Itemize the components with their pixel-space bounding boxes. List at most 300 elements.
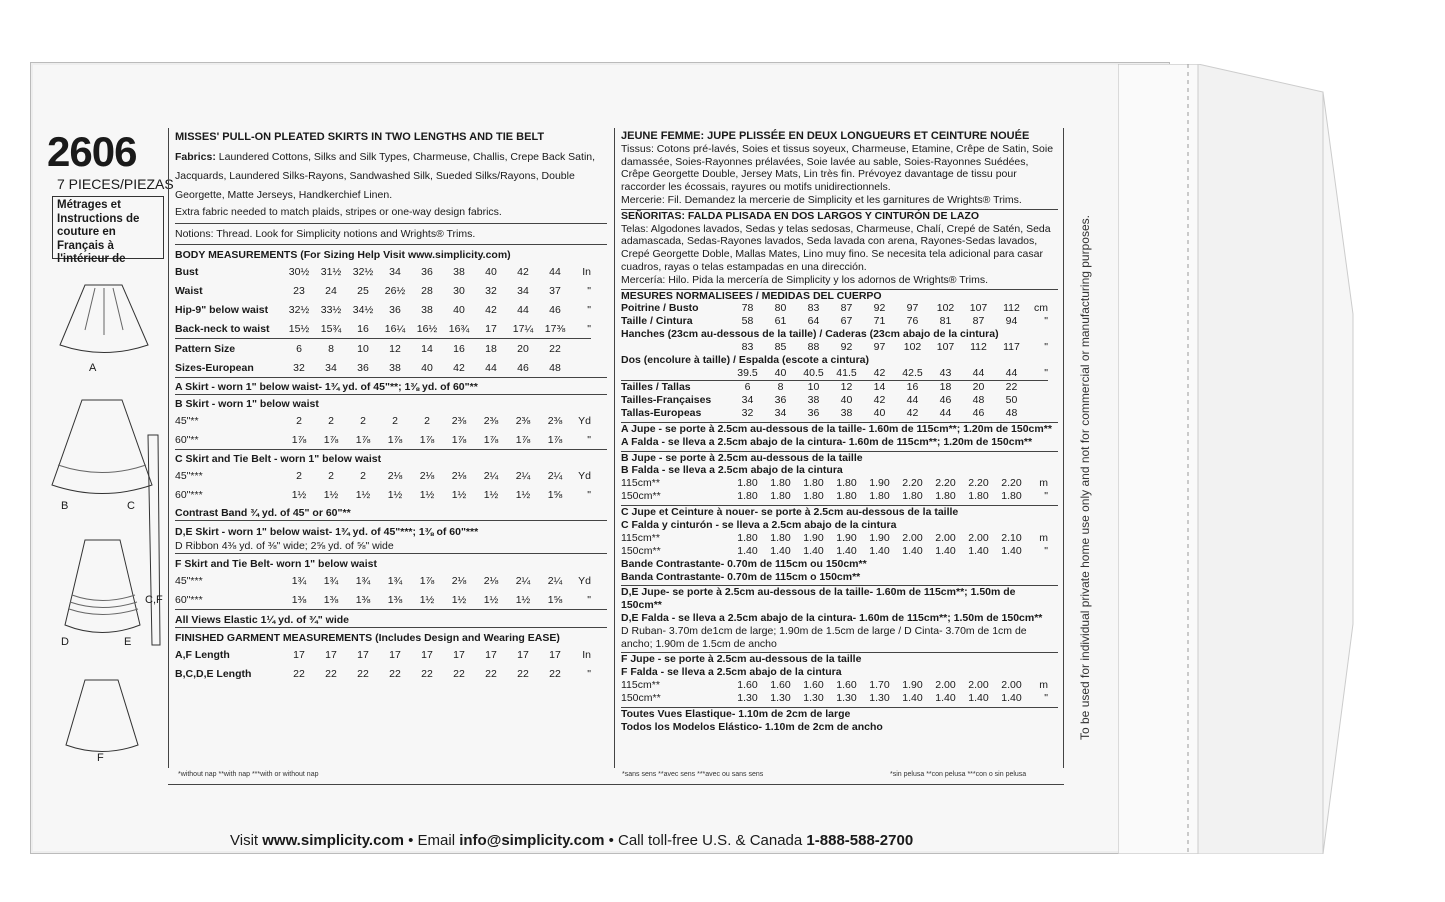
table-cell: 16 — [453, 342, 465, 355]
row-label: Back-neck to waist — [175, 322, 270, 335]
table-cell: 32½ — [352, 265, 374, 278]
table-cell: 1⅞ — [483, 433, 499, 446]
table-row — [621, 545, 1048, 558]
table-cell: 42 — [873, 367, 886, 380]
row-label — [621, 341, 731, 354]
table-cell: 22 — [421, 667, 433, 680]
table-cell: 2⅛ — [387, 469, 403, 482]
table-cell: 1.60 — [803, 679, 824, 691]
table-cell: 1.90 — [902, 679, 923, 691]
table-cell: 80 — [774, 302, 787, 315]
table-row — [175, 358, 591, 377]
row-label: 115cm** — [621, 679, 660, 691]
website-link[interactable]: www.simplicity.com — [262, 832, 404, 849]
table-cell: 107 — [936, 341, 955, 354]
unit-cell: Yd — [578, 469, 591, 482]
envelope-flap — [1118, 64, 1418, 854]
table-cell: 20 — [972, 381, 985, 394]
size-table — [175, 338, 591, 377]
mesures-table — [621, 302, 1048, 328]
table-cell: 1½ — [291, 488, 307, 501]
table-cell: 102 — [936, 302, 955, 315]
table-cell: 38 — [421, 303, 433, 316]
table-cell: 92 — [840, 341, 853, 354]
table-cell: 17 — [293, 648, 305, 661]
a-jupe: A Jupe - se porte à 2.5cm au-dessous de la taille- 1.60m de 115cm**; 1.20m de 150cm** — [621, 422, 1058, 436]
de-skirt-yardage: D,E Skirt - worn 1" below waist- 1¾ yd. of 45"***; 1⅜ of 60"*** — [175, 520, 607, 539]
table-cell: 40.5 — [803, 367, 824, 380]
c-metric-table — [621, 532, 1048, 558]
table-cell: 1.80 — [803, 477, 824, 490]
table-cell: 22 — [517, 667, 529, 680]
table-cell: 25 — [357, 284, 369, 297]
table-cell: 112 — [970, 341, 987, 354]
dos-table — [621, 367, 1048, 380]
c-skirt-title: C Skirt and Tie Belt - worn 1" below waist — [175, 449, 607, 466]
table-cell: 87 — [840, 302, 853, 315]
table-cell: 1⅞ — [323, 433, 339, 446]
row-label: Hip-9" below waist — [175, 303, 269, 316]
table-cell: 46 — [549, 303, 561, 316]
table-cell: 38 — [453, 265, 465, 278]
table-cell: 34 — [741, 394, 754, 407]
de-jupe: D,E Jupe- se porte à 2.5cm au-dessous de la taille- 1.60m de 115cm**; 1.50m de 150cm** — [621, 585, 1058, 612]
todos-modelos: Todos los Modelos Elástico- 1.10m de 2cm de ancho — [621, 720, 883, 733]
tailles-table — [621, 380, 1048, 420]
table-cell: 1.30 — [836, 692, 857, 704]
view-label-a: A — [89, 362, 97, 374]
table-row — [621, 302, 1048, 315]
spanish-title: SEÑORITAS: FALDA PLISADA EN DOS LARGOS Y CINTURÓN DE LAZO — [621, 209, 1058, 223]
unit-cell — [1028, 407, 1048, 420]
table-cell: 2 — [296, 414, 302, 427]
table-cell: 2.00 — [968, 531, 989, 544]
table-cell: 20 — [517, 342, 529, 355]
table-cell: 39.5 — [737, 367, 758, 380]
table-row — [175, 430, 591, 449]
table-cell: 42 — [517, 265, 529, 278]
table-cell: 1¾ — [387, 574, 403, 587]
footer-rule — [168, 784, 1064, 785]
french-instructions-box: Métrages et Instructions de couture en Français à l'intérieur de — [52, 196, 164, 259]
table-cell: 8 — [328, 342, 334, 355]
table-cell: 2⅜ — [483, 414, 499, 427]
table-cell: 92 — [873, 302, 886, 315]
notes-es: *sin pelusa **con pelusa ***con o sin pelusa — [890, 771, 1027, 778]
table-cell: 40 — [840, 394, 853, 407]
table-row — [175, 645, 591, 664]
unit-cell: cm — [1034, 302, 1048, 315]
table-cell: 16 — [357, 322, 369, 335]
table-cell: 1.40 — [902, 692, 923, 704]
table-cell: 17 — [421, 648, 433, 661]
table-cell: 1⅜ — [291, 593, 307, 606]
table-cell: 2 — [424, 414, 430, 427]
table-cell: 85 — [774, 341, 787, 354]
table-cell: 1.80 — [836, 490, 857, 503]
table-cell: 48 — [972, 394, 985, 407]
table-cell: 44 — [972, 367, 985, 380]
table-cell: 1.90 — [836, 531, 857, 544]
table-row — [175, 262, 591, 281]
table-cell: 1½ — [451, 488, 467, 501]
table-cell: 22 — [357, 667, 369, 680]
table-cell: 36 — [389, 303, 401, 316]
table-row — [175, 466, 591, 485]
table-cell: 44 — [485, 361, 497, 374]
notions: Notions: Thread. Look for Simplicity notions and Wrights® Trims. — [175, 223, 607, 241]
row-label: Tallas-Europeas — [621, 407, 702, 420]
footer-contact: Visit www.simplicity.com • Email info@simplicity.com • Call toll-free U.S. & Canada 1-888-588-2700 — [230, 832, 914, 849]
unit-cell: " — [1044, 341, 1048, 354]
unit-cell: In — [582, 265, 591, 278]
bande: Bande Contrastante- 0.70m de 115cm ou 150cm** — [621, 557, 867, 570]
table-cell: 32 — [741, 407, 754, 420]
english-column: MISSES' PULL-ON PLEATED SKIRTS IN TWO LENGTHS AND TIE BELT Fabrics: Laundered Cottons, Silks and Silk Types, Charmeuse, Challis, Crepe Back Satin, Jacquards, Laundered Silks-Rayons, Sandwashed Silk, Sueded Silks/Rayons, Double Georgette, Matte Jerseys, Handkerchief Linen. Extra fabric needed to match plaids, stripes or one-way design fabrics. Notions: Thread. Look for Simplicity notions and Wrights® Trims. BODY MEASUREMENTS (For Sizing Help Visit www.simplicity.com) Bust 30½ 31½ 32½ 34 36 38 40 42 44 In Waist 23 24 25 26½ 28 30 32 34 37 " Hip-9" below waist 32½ 33½ 34½ 36 38 40 42 44 46 " Back-neck to waist 15½ 15¾ 16 16¼ 16½ 16¾ 17 17¼ 17⅜ " Pattern Size 6 8 10 12 14 16 18 20 22 Sizes-European 32 34 36 38 40 42 44 46 48 A Skirt - worn 1" below waist- 1¾ yd. of 45"**; 1⅜ yd. of 60"** B Skirt - worn 1" below waist 45"** 2 2 2 2 2 2⅜ 2⅜ 2⅜ 2⅜ Yd 60"** 1⅞ 1⅞ 1⅞ 1⅞ 1⅞ 1⅞ 1⅞ 1⅞ 1⅞ " C Skirt and Tie Belt - worn 1" below waist 45"*** 2 2 2 2⅛ 2⅛ 2⅛ 2¼ 2¼ 2¼ Yd 60"*** 1½ 1½ 1½ 1½ 1½ 1½ 1½ 1½ 1⅝ " Contrast Band ¾ yd. of 45" or 60"** D,E Skirt - worn 1" below waist- 1¾ yd. of 45"***; 1⅜ of 60"*** D Ribbon 4⅜ yd. of ⅜" wide; 2⅝ yd. of ⅝" wide F Skirt and Tie Belt- worn 1" below waist 45"*** 1¾ 1¾ 1¾ 1¾ 1⅞ 2⅛ 2⅛ 2¼ 2¼ Yd 60"*** 1⅜ 1⅜ 1⅜ 1⅜ 1½ 1½ 1½ 1½ 1⅝ " All Views Elastic 1¼ yd. of ¾" wide FINISHED GARMENT MEASUREMENTS (Includes Design and Wearing EASE) A,F Length 17 17 17 17 17 17 17 17 17 In B,C,D,E Length 22 22 22 22 22 22 22 22 22 " — [175, 130, 607, 683]
table-cell: 2.00 — [1001, 679, 1022, 691]
pattern-number: 2606 — [47, 128, 137, 175]
table-cell: 1.40 — [737, 544, 758, 557]
table-cell: 2 — [360, 414, 366, 427]
row-label: 60"*** — [175, 488, 203, 501]
table-cell: 40 — [453, 303, 465, 316]
unit-cell: " — [587, 667, 591, 680]
table-cell: 1½ — [355, 488, 371, 501]
table-row — [621, 407, 1048, 420]
view-label-cf: C,F — [145, 594, 163, 606]
unit-cell: m — [1039, 477, 1048, 490]
table-cell: 32 — [293, 361, 305, 374]
table-row — [175, 281, 591, 300]
table-cell: 117 — [1003, 341, 1020, 354]
row-label: Tailles-Françaises — [621, 394, 712, 407]
table-cell: 17 — [325, 648, 337, 661]
table-row — [175, 319, 591, 338]
table-cell: 2⅛ — [419, 469, 435, 482]
table-cell: 1.40 — [935, 544, 956, 557]
row-label: 150cm** — [621, 692, 661, 704]
table-cell: 43 — [939, 367, 952, 380]
row-label: 60"** — [175, 433, 199, 446]
table-cell: 1¾ — [291, 574, 307, 587]
unit-cell — [571, 358, 591, 377]
body-measurements-table — [175, 262, 591, 338]
table-cell: 1⅞ — [387, 433, 403, 446]
unit-cell: " — [587, 488, 591, 501]
unit-cell: " — [1044, 692, 1048, 704]
f-skirt-table — [175, 571, 591, 609]
table-cell: 22 — [389, 667, 401, 680]
table-row — [175, 300, 591, 319]
unit-cell: Yd — [578, 574, 591, 587]
unit-cell: " — [587, 593, 591, 606]
notes-fr: *sans sens **avec sens ***avec ou sans sens — [622, 771, 764, 778]
table-cell: 46 — [939, 394, 952, 407]
table-cell: 16¾ — [448, 322, 470, 335]
table-cell: 34½ — [352, 303, 374, 316]
table-cell: 61 — [774, 315, 787, 328]
unit-cell — [1028, 394, 1048, 407]
unit-cell: " — [1044, 367, 1048, 380]
unit-cell: " — [1044, 490, 1048, 503]
table-cell: 2¼ — [547, 469, 563, 482]
table-row — [621, 315, 1048, 328]
table-cell: 1.30 — [869, 692, 890, 704]
table-cell: 22 — [549, 667, 561, 680]
table-cell: 15¾ — [320, 322, 342, 335]
row-label: Poitrine / Busto — [621, 302, 699, 315]
unit-cell: m — [1039, 531, 1048, 544]
table-cell: 40 — [485, 265, 497, 278]
skirt-sketches — [40, 280, 170, 780]
table-cell: 23 — [293, 284, 305, 297]
table-cell: 1.80 — [902, 490, 923, 503]
table-cell: 83 — [741, 341, 754, 354]
table-cell: 1⅞ — [291, 433, 307, 446]
table-cell: 48 — [1005, 407, 1018, 420]
b-jupe: B Jupe - se porte à 2.5cm au-dessous de la taille — [621, 451, 1058, 465]
view-label-d: D — [61, 636, 69, 648]
table-cell: 44 — [549, 265, 561, 278]
unit-cell — [571, 339, 591, 359]
table-cell: 1.40 — [968, 544, 989, 557]
table-cell: 1.90 — [869, 477, 890, 490]
b-metric-table — [621, 477, 1048, 503]
table-row — [621, 367, 1048, 380]
table-cell: 22 — [325, 667, 337, 680]
a-falda: A Falda - se lleva a 2.5cm abajo de la cintura- 1.60m de 115cm**; 1.20m de 150cm** — [621, 435, 1033, 448]
row-label: 150cm** — [621, 490, 661, 503]
table-cell: 17 — [549, 648, 561, 661]
table-cell: 32 — [485, 284, 497, 297]
row-label: 115cm** — [621, 477, 660, 490]
row-label: 115cm** — [621, 531, 660, 544]
skirt-view-b-icon — [52, 400, 152, 494]
table-cell: 2 — [360, 469, 366, 482]
table-cell: 40 — [873, 407, 886, 420]
table-cell: 22 — [549, 342, 561, 355]
table-cell: 97 — [873, 341, 886, 354]
body-measurements-title: BODY MEASUREMENTS (For Sizing Help Visit www.simplicity.com) — [175, 244, 607, 262]
table-cell: 2.10 — [1001, 531, 1022, 544]
extra-fabric-note: Extra fabric needed to match plaids, stripes or one-way design fabrics. — [175, 206, 502, 218]
table-cell: 36 — [357, 361, 369, 374]
table-cell: 1⅞ — [419, 574, 435, 587]
c-falda: C Falda y cinturón - se lleva a 2.5cm abajo de la cintura — [621, 518, 897, 531]
table-cell: 46 — [972, 407, 985, 420]
table-cell: 22 — [1005, 381, 1018, 394]
table-cell: 42 — [906, 407, 919, 420]
table-cell: 1⅞ — [355, 433, 371, 446]
view-label-e: E — [124, 636, 132, 648]
table-cell: 2⅛ — [451, 469, 467, 482]
table-cell: 8 — [777, 381, 784, 394]
skirt-view-f-icon — [66, 680, 138, 752]
row-label: Pattern Size — [175, 342, 236, 355]
table-cell: 44 — [1005, 367, 1018, 380]
table-row — [621, 532, 1048, 545]
table-cell: 1.80 — [836, 477, 857, 490]
table-cell: 1⅞ — [451, 433, 467, 446]
table-cell: 1.80 — [737, 477, 758, 490]
divider-left — [168, 128, 169, 768]
table-cell: 41.5 — [836, 367, 857, 380]
table-cell: 81 — [939, 315, 952, 328]
table-cell: 1.40 — [803, 544, 824, 557]
table-cell: 46 — [517, 361, 529, 374]
unit-cell: Yd — [578, 414, 591, 427]
table-cell: 17 — [485, 322, 497, 335]
table-cell: 1½ — [483, 593, 499, 606]
table-cell: 6 — [296, 342, 302, 355]
table-cell: 17 — [357, 648, 369, 661]
b-skirt-title: B Skirt - worn 1" below waist — [175, 394, 607, 411]
tissus-text: Tissus: Cotons pré-lavés, Soies et tissus soyeux, Charmeuse, Etamine, Crêpe de Satin, Soie damassée, Soies-Rayonnes prélavées, Soie lavée au sable, Soies-Rayonnes Suédées, Crêpe Georgette Double, Jersey Mats, Lin très fin. Prévoyez davantage de tissu pour raccorder les écossais, rayures ou motifs unidirectionnels. — [621, 142, 1054, 194]
table-cell: 36 — [421, 265, 433, 278]
table-row — [621, 341, 1048, 354]
table-cell: 15½ — [288, 322, 310, 335]
table-cell: 36 — [774, 394, 787, 407]
table-cell: 1.40 — [1001, 544, 1022, 557]
table-cell: 40 — [421, 361, 433, 374]
table-row — [621, 380, 1048, 394]
table-cell: 30½ — [288, 265, 310, 278]
skirt-view-d-icon — [65, 540, 140, 633]
table-cell: 1½ — [323, 488, 339, 501]
table-cell: 64 — [807, 315, 820, 328]
table-cell: 1.80 — [770, 477, 791, 490]
b-falda: B Falda - se lleva a 2.5cm abajo de la cintura — [621, 464, 843, 477]
table-cell: 1.30 — [770, 692, 791, 704]
table-cell: 1½ — [387, 488, 403, 501]
table-cell: 36 — [807, 407, 820, 420]
mercerie-text: Mercerie: Fil. Demandez la mercerie de Simplicity et les garnitures de Wrights® Trims. — [621, 193, 1022, 206]
table-cell: 33½ — [320, 303, 342, 316]
b-skirt-table — [175, 411, 591, 449]
table-cell: 97 — [906, 302, 919, 315]
table-cell: 10 — [807, 381, 820, 394]
finished-title: FINISHED GARMENT MEASUREMENTS (Includes Design and Wearing EASE) — [175, 627, 607, 645]
table-cell: 1.80 — [803, 490, 824, 503]
table-cell: 32½ — [288, 303, 310, 316]
unit-cell: In — [582, 648, 591, 661]
table-cell: 1.30 — [803, 692, 824, 704]
table-cell: 40 — [774, 367, 787, 380]
toutes-vues: Toutes Vues Elastique- 1.10m de 2cm de large — [621, 707, 1058, 721]
table-cell: 1½ — [419, 488, 435, 501]
table-cell: 1.40 — [770, 544, 791, 557]
row-label: 45"*** — [175, 574, 203, 587]
table-cell: 2 — [328, 414, 334, 427]
table-cell: 71 — [873, 315, 886, 328]
fabrics-text: Laundered Cottons, Silks and Silk Types, Charmeuse, Challis, Crepe Back Satin, Jacquards, Laundered Silks-Rayons, Sandwashed Silk, Sueded Silks/Rayons, Double Georgette, Matte Jerseys, Handkerchief Linen. — [175, 151, 596, 201]
table-cell: 1⅜ — [355, 593, 371, 606]
table-cell: 1.80 — [737, 531, 758, 544]
table-cell: 67 — [840, 315, 853, 328]
table-cell: 44 — [906, 394, 919, 407]
table-cell: 14 — [873, 381, 886, 394]
table-cell: 1.60 — [770, 679, 791, 691]
table-cell: 1½ — [515, 488, 531, 501]
table-cell: 1⅞ — [515, 433, 531, 446]
table-cell: 44 — [517, 303, 529, 316]
table-cell: 34 — [774, 407, 787, 420]
table-cell: 17 — [517, 648, 529, 661]
table-cell: 2.20 — [902, 477, 923, 490]
table-cell: 34 — [389, 265, 401, 278]
table-cell: 58 — [741, 315, 754, 328]
usage-note: To be used for individual private home use only and not for commercial or manufacturing purposes. — [1078, 215, 1092, 740]
view-label-b: B — [61, 500, 69, 512]
table-cell: 78 — [741, 302, 754, 315]
table-cell: 31½ — [320, 265, 342, 278]
table-cell: 22 — [485, 667, 497, 680]
table-cell: 17¼ — [512, 322, 534, 335]
pieces-count: 7 PIECES/PIEZAS — [57, 176, 174, 192]
c-skirt-table — [175, 466, 591, 504]
table-row — [175, 339, 591, 359]
email-link[interactable]: info@simplicity.com — [459, 832, 605, 849]
table-cell: 2.20 — [935, 477, 956, 490]
dos-label: Dos (encolure à taille) / Espalda (escote a cintura) — [621, 354, 869, 367]
table-row — [175, 411, 591, 430]
table-cell: 34 — [325, 361, 337, 374]
table-cell: 34 — [517, 284, 529, 297]
table-cell: 2⅜ — [451, 414, 467, 427]
table-cell: 1½ — [419, 593, 435, 606]
table-cell: 1.60 — [737, 679, 758, 691]
table-cell: 14 — [421, 342, 433, 355]
table-cell: 107 — [969, 302, 988, 315]
row-label: Sizes-European — [175, 361, 254, 374]
f-jupe: F Jupe - se porte à 2.5cm au-dessous de la taille — [621, 652, 1058, 666]
table-cell: 48 — [549, 361, 561, 374]
table-cell: 1.40 — [869, 544, 890, 557]
a-skirt-yardage: A Skirt - worn 1" below waist- 1¾ yd. of 45"**; 1⅜ yd. of 60"** — [175, 377, 607, 394]
f-skirt-title: F Skirt and Tie Belt- worn 1" below waist — [175, 553, 607, 571]
table-row — [621, 490, 1048, 503]
nap-notes: *without nap **with nap ***with or without nap — [178, 771, 319, 778]
table-cell: 1.30 — [737, 692, 758, 704]
table-cell: 1.40 — [1001, 692, 1022, 704]
table-cell: 1½ — [515, 593, 531, 606]
telas-text: Telas: Algodones lavados, Sedas y telas sedosas, Charmeuse, Chalí, Crepé de Satén, Seda adamascada, Sedas-Rayones lavados, Seda lavada con arena, Rayones-Sedas lavados, Crepé Georgette Doble, Mallas Mates, Lino muy fino. Se necesita tela adicional para casar cuadros, rayas o telas estampadas en una dirección. — [621, 222, 1051, 273]
row-label: 45"*** — [175, 469, 203, 482]
table-cell: 1.40 — [902, 544, 923, 557]
table-row — [621, 679, 1048, 692]
unit-cell: " — [587, 322, 591, 335]
table-cell: 2¼ — [515, 574, 531, 587]
table-cell: 2⅜ — [547, 414, 563, 427]
de-falda: D,E Falda - se lleva a 2.5cm abajo de la cintura- 1.60m de 115cm**; 1.50m de 150cm** — [621, 611, 1043, 624]
table-cell: 1⅜ — [387, 593, 403, 606]
table-cell: 1.80 — [737, 490, 758, 503]
table-cell: 37 — [549, 284, 561, 297]
row-label: 150cm** — [621, 544, 661, 557]
unit-cell — [1028, 380, 1048, 394]
table-cell: 2¼ — [483, 469, 499, 482]
table-cell: 16½ — [416, 322, 438, 335]
table-cell: 1.40 — [935, 692, 956, 704]
table-cell: 30 — [453, 284, 465, 297]
table-cell: 12 — [389, 342, 401, 355]
row-label: B,C,D,E Length — [175, 667, 252, 680]
table-cell: 94 — [1005, 315, 1018, 328]
finished-table — [175, 645, 591, 683]
table-cell: 18 — [939, 381, 952, 394]
table-cell: 1¾ — [355, 574, 371, 587]
table-cell: 1.40 — [836, 544, 857, 557]
